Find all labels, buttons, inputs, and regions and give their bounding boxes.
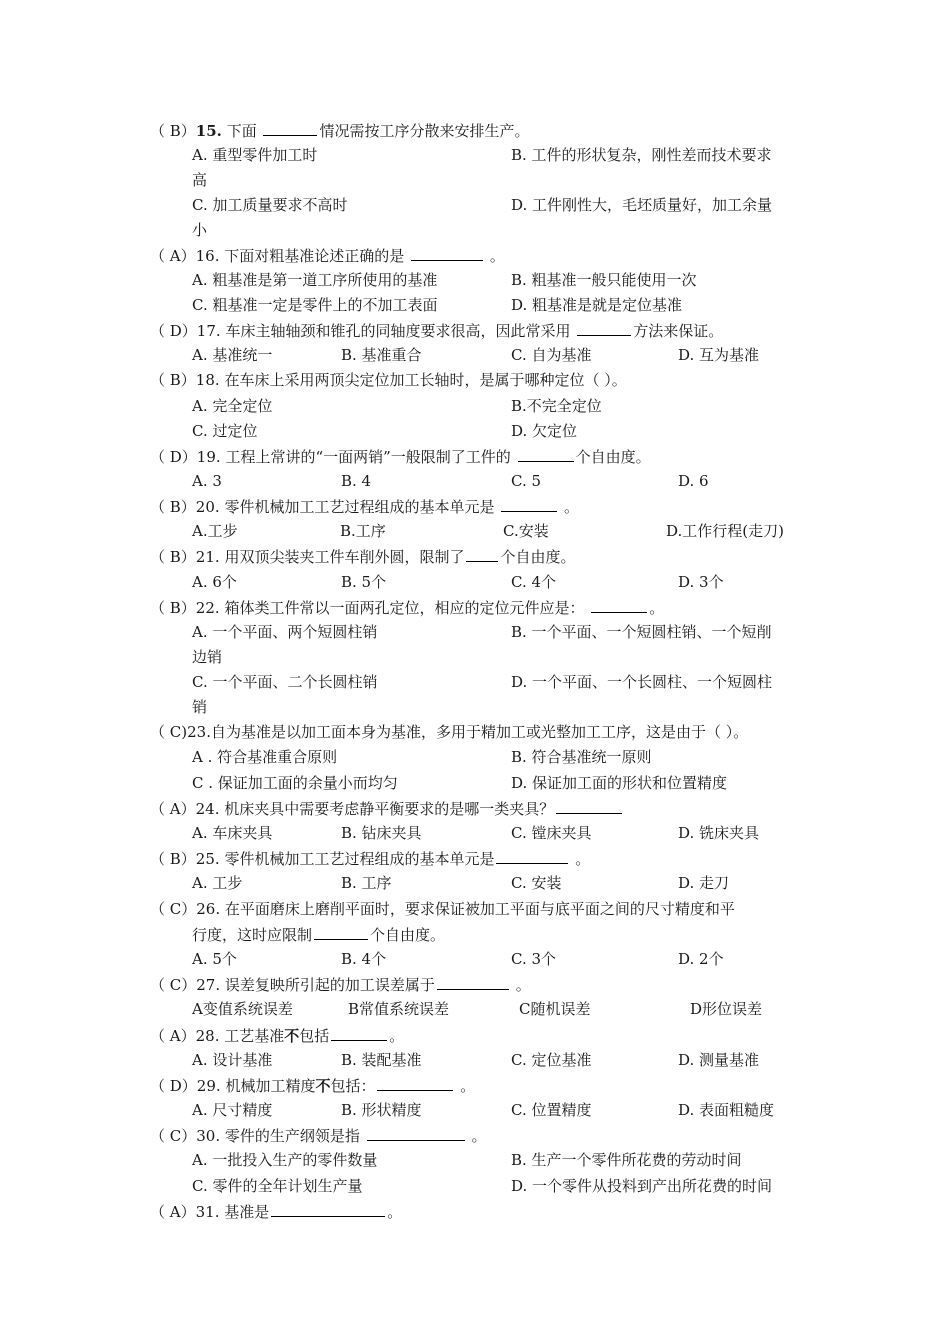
question-number: 26. [196, 900, 221, 918]
answer-blank [556, 798, 622, 814]
question-30 [150, 1125, 486, 1145]
question-stem: 用双顶尖装夹工件车削外圆，限制了 [224, 548, 465, 566]
question-number: 17. [196, 322, 221, 340]
option-d: D形位误差 [690, 1000, 763, 1018]
option-b: B. 4 [341, 472, 372, 490]
answer-prefix: （ D） [150, 448, 197, 466]
question-21 [150, 546, 575, 566]
question-number: 24. [195, 800, 220, 818]
answer-prefix: （ B） [150, 498, 196, 516]
option-a: A. 尺寸精度 [192, 1101, 273, 1119]
answer-prefix: （ D） [150, 322, 197, 340]
question-number: 18. [195, 371, 220, 389]
option-d: D. 测量基准 [678, 1051, 760, 1069]
question-stem-end: 。 [489, 247, 505, 265]
question-stem: 机械加工精度 [225, 1077, 316, 1095]
option-d: D. 粗基准是就是定位基准 [511, 296, 683, 314]
option-d: D. 互为基准 [678, 346, 760, 364]
question-22 [150, 597, 664, 617]
question-stem: 车床主轴轴颈和锥孔的同轴度要求很高，因此常采用 [225, 322, 571, 340]
question-number: 28. [195, 1027, 220, 1045]
question-stem: 箱体类工件常以一面两孔定位，相应的定位元件应是： [224, 599, 585, 617]
question-stem: 在平面磨床上磨削平面时，要求保证被加工平面与底平面之间的尺寸精度和平 [224, 900, 735, 918]
question-stem-end: 。 [471, 1127, 487, 1145]
option-c: C. 一个平面、二个长圆柱销 [192, 673, 378, 691]
answer-blank [314, 924, 368, 940]
question-stem-end: 。 [564, 498, 580, 516]
option-a: A. 3 [192, 472, 222, 490]
answer-prefix: （ B） [150, 548, 196, 566]
question-number: 16. [195, 247, 220, 265]
answer-blank [496, 848, 568, 864]
question-18 [150, 370, 627, 390]
option-d: D. 走刀 [678, 874, 730, 892]
answer-prefix: （ B） [150, 122, 196, 140]
option-b: B. 粗基准一般只能使用一次 [511, 271, 697, 289]
option-a: A. 一个平面、两个短圆柱销 [192, 623, 378, 641]
option-c: C. 3个 [511, 950, 557, 968]
option-a: A. 6个 [192, 573, 237, 591]
option-c: C. 零件的全年计划生产量 [192, 1177, 363, 1195]
option-c: C. 位置精度 [511, 1101, 592, 1119]
option-c: C. 过定位 [192, 422, 258, 440]
question-stem: 在车床上采用两顶尖定位加工长轴时，是属于哪种定位（ ）。 [224, 371, 627, 389]
question-stem: 零件机械加工工艺过程组成的基本单元是 [224, 850, 495, 868]
option-a: A. 设计基准 [192, 1051, 273, 1069]
answer-blank [437, 974, 509, 990]
option-a: A. 重型零件加工时 [192, 146, 318, 164]
option-d: D. 保证加工面的形状和位置精度 [511, 774, 728, 792]
answer-blank [271, 1201, 385, 1217]
option-b: B. 工序 [341, 874, 392, 892]
answer-prefix: （ A） [150, 800, 196, 818]
option-c: C. 加工质量要求不高时 [192, 196, 348, 214]
question-stem-end: 个自由度。 [370, 926, 446, 944]
question-stem: 下面对粗基准论述正确的是 [224, 247, 405, 265]
question-20 [150, 496, 579, 516]
option-b: B.不完全定位 [511, 397, 602, 415]
answer-prefix: （ B） [150, 599, 196, 617]
question-stem-end: 个自由度。 [500, 548, 576, 566]
question-stem-end: 情况需按工序分散来安排生产。 [319, 122, 530, 140]
option-d: D. 工件刚性大，毛坯质量好，加工余量 [511, 196, 773, 214]
question-17 [150, 320, 723, 340]
question-stem-cont: 包括 [299, 1027, 330, 1045]
option-d: D. 一个平面、一个长圆柱、一个短圆柱 [511, 673, 773, 691]
question-stem: 工程上常讲的“一面两销”一般限制了工件的 [225, 448, 511, 466]
question-stem-end: 。 [460, 1077, 476, 1095]
option-b: B. 基准重合 [341, 346, 422, 364]
question-number: 21. [195, 548, 220, 566]
question-stem: 基准是 [224, 1203, 270, 1221]
option-c: C. 自为基准 [511, 346, 592, 364]
question-stem-end: 方法来保证。 [633, 322, 724, 340]
option-d: D. 2个 [678, 950, 724, 968]
option-a: A . 符合基准重合原则 [192, 748, 338, 766]
question-number: 30. [196, 1127, 221, 1145]
question-16 [150, 245, 505, 265]
option-c: C. 镗床夹具 [511, 824, 592, 842]
question-15 [150, 120, 530, 140]
option-c: C. 定位基准 [511, 1051, 592, 1069]
question-number: 19. [196, 448, 221, 466]
option-wrap: 销 [192, 698, 208, 716]
question-stem: 误差复映所引起的加工误差属于 [224, 976, 435, 994]
answer-prefix: （ B） [150, 371, 196, 389]
question-stem-end: 。 [389, 1027, 405, 1045]
option-c: C. 粗基准一定是零件上的不加工表面 [192, 296, 438, 314]
question-number: 31. [195, 1203, 220, 1221]
option-wrap: 小 [192, 221, 208, 239]
option-b: B. 工件的形状复杂，刚性差而技术要求 [511, 146, 772, 164]
answer-prefix: （ A） [150, 247, 196, 265]
answer-prefix: （ C） [150, 900, 197, 918]
option-a: A.工步 [192, 522, 238, 540]
question-stem: 工艺基准 [224, 1027, 285, 1045]
option-a: A. 一批投入生产的零件数量 [192, 1151, 378, 1169]
option-c: C随机误差 [519, 1000, 591, 1018]
option-d: D. 6 [678, 472, 709, 490]
answer-blank [331, 1025, 387, 1041]
option-b: B.工序 [340, 522, 386, 540]
option-d: D. 欠定位 [511, 422, 578, 440]
option-a: A. 5个 [192, 950, 237, 968]
question-26 [150, 899, 735, 919]
option-a: A. 完全定位 [192, 397, 273, 415]
option-a: A. 粗基准是第一道工序所使用的基准 [192, 271, 438, 289]
question-stem-cont: 行度，这时应限制 [192, 926, 313, 944]
question-number: 23. [187, 723, 211, 741]
question-number: 27. [196, 976, 221, 994]
answer-blank [501, 496, 557, 512]
option-d: D. 3个 [678, 573, 724, 591]
option-a: A变值系统误差 [192, 1000, 293, 1018]
answer-blank [377, 1075, 453, 1091]
answer-prefix: （ A） [150, 1203, 196, 1221]
question-number: 20. [195, 498, 220, 516]
option-b: B常值系统误差 [348, 1000, 450, 1018]
option-b: B. 4个 [341, 950, 387, 968]
question-27 [150, 974, 531, 994]
emphasis-not: 不 [315, 1077, 331, 1095]
option-b: B. 一个平面、一个短圆柱销、一个短削 [511, 623, 772, 641]
answer-blank [466, 546, 498, 562]
question-25 [150, 848, 590, 868]
answer-prefix: （ A） [150, 1027, 196, 1045]
answer-prefix: （ B） [150, 850, 196, 868]
answer-prefix: （ C) [150, 723, 188, 741]
option-b: B. 形状精度 [341, 1101, 422, 1119]
question-24 [150, 798, 624, 818]
answer-prefix: （ D） [150, 1077, 197, 1095]
option-a: A. 基准统一 [192, 346, 273, 364]
option-a: A. 车床夹具 [192, 824, 273, 842]
question-26-wrap [192, 924, 445, 944]
option-b: B. 装配基准 [341, 1051, 422, 1069]
question-stem-end: 个自由度。 [575, 448, 651, 466]
answer-blank [367, 1125, 465, 1141]
option-c: C. 5 [511, 472, 542, 490]
question-stem-end: 。 [649, 599, 665, 617]
option-d: D. 表面粗糙度 [678, 1101, 775, 1119]
emphasis-not: 不 [284, 1027, 300, 1045]
option-b: B. 符合基准统一原则 [511, 748, 652, 766]
option-b: B. 5个 [341, 573, 387, 591]
question-stem-end: 。 [515, 976, 531, 994]
question-stem: 自为基准是以加工面本身为基准，多用于精加工或光整加工工序，这是由于（ ）。 [210, 723, 749, 741]
question-19 [150, 446, 651, 466]
option-b: B. 钻床夹具 [341, 824, 422, 842]
option-d: D. 一个零件从投料到产出所花费的时间 [511, 1177, 773, 1195]
question-stem-cont: 包括： [330, 1077, 376, 1095]
answer-blank [518, 446, 574, 462]
question-stem-end: 。 [575, 850, 591, 868]
option-c: C. 安装 [511, 874, 562, 892]
answer-blank [411, 245, 483, 261]
option-wrap: 边销 [192, 648, 223, 666]
option-c: C . 保证加工面的余量小而均匀 [192, 774, 398, 792]
option-a: A. 工步 [192, 874, 243, 892]
question-23 [150, 722, 748, 742]
option-wrap: 高 [192, 171, 208, 189]
answer-prefix: （ C） [150, 976, 197, 994]
option-c: C. 4个 [511, 573, 557, 591]
option-b: B. 生产一个零件所花费的劳动时间 [511, 1151, 742, 1169]
answer-blank [577, 320, 631, 336]
answer-blank [263, 120, 317, 136]
question-stem: 零件机械加工工艺过程组成的基本单元是 [224, 498, 495, 516]
question-28 [150, 1025, 404, 1045]
question-29 [150, 1075, 475, 1095]
answer-blank [591, 597, 647, 613]
answer-prefix: （ C） [150, 1127, 197, 1145]
question-stem: 下面 [226, 122, 257, 140]
option-d: D.工作行程(走刀) [666, 522, 784, 540]
question-stem: 机床夹具中需要考虑静平衡要求的是哪一类夹具？ [224, 800, 555, 818]
option-c: C.安装 [503, 522, 549, 540]
question-number: 22. [195, 599, 220, 617]
question-stem: 零件的生产纲领是指 [224, 1127, 360, 1145]
question-number: 29. [196, 1077, 221, 1095]
option-d: D. 铣床夹具 [678, 824, 760, 842]
question-stem-end: 。 [387, 1203, 403, 1221]
question-number: 25. [195, 850, 220, 868]
question-31 [150, 1201, 402, 1221]
question-number: 15. [195, 122, 222, 140]
